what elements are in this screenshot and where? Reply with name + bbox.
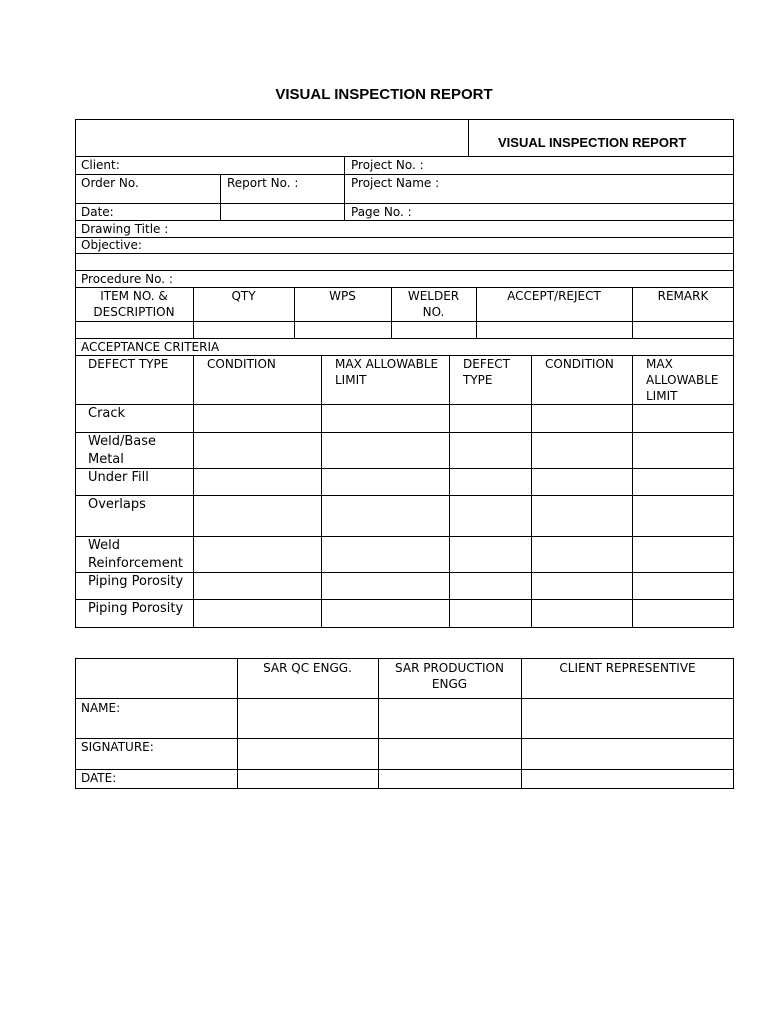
client-label: Client: bbox=[81, 158, 120, 172]
defect-crack: Crack bbox=[88, 406, 126, 421]
row-line bbox=[75, 237, 734, 238]
row-line bbox=[75, 270, 734, 271]
row-line bbox=[75, 698, 734, 699]
defect-weld-base-metal: Weld/Base Metal bbox=[88, 434, 156, 467]
row-line bbox=[75, 769, 734, 770]
col-header-condition-2: CONDITION bbox=[545, 357, 614, 371]
defect-piping-porosity-2: Piping Porosity bbox=[88, 601, 184, 616]
col-line bbox=[531, 355, 532, 628]
report-box-title: VISUAL INSPECTION REPORT bbox=[498, 135, 687, 150]
col-header-sar-production-engg: SAR PRODUCTION ENGG bbox=[395, 661, 504, 691]
col-line bbox=[193, 355, 194, 628]
acceptance-criteria-label: ACCEPTANCE CRITERIA bbox=[81, 340, 220, 354]
col-header-defect-type-2: DEFECT TYPE bbox=[463, 357, 511, 387]
col-header-sar-qc-engg: SAR QC ENGG. bbox=[263, 661, 352, 675]
row-line bbox=[75, 404, 734, 405]
signoff-signature-label: SIGNATURE: bbox=[81, 740, 154, 754]
col-header-remark: REMARK bbox=[657, 289, 709, 303]
row-line bbox=[75, 321, 734, 322]
defect-piping-porosity: Piping Porosity bbox=[88, 574, 184, 589]
col-line bbox=[449, 355, 450, 628]
col-line bbox=[344, 156, 345, 220]
defect-overlaps: Overlaps bbox=[88, 497, 146, 512]
col-line bbox=[521, 658, 522, 789]
defect-weld-reinforcement: Weld Reinforcement bbox=[88, 538, 184, 571]
date-label: Date: bbox=[81, 205, 114, 219]
row-line bbox=[75, 253, 734, 254]
report-no-label: Report No. : bbox=[227, 176, 299, 190]
procedure-no-label: Procedure No. : bbox=[81, 272, 173, 286]
row-line bbox=[75, 495, 734, 496]
col-line bbox=[468, 119, 469, 156]
col-header-wps: WPS bbox=[329, 289, 356, 303]
defect-under-fill: Under Fill bbox=[88, 470, 149, 485]
signoff-date-label: DATE: bbox=[81, 771, 117, 785]
signoff-name-label: NAME: bbox=[81, 701, 121, 715]
col-header-qty: QTY bbox=[231, 289, 256, 303]
col-header-condition: CONDITION bbox=[207, 357, 276, 371]
row-line bbox=[75, 468, 734, 469]
col-line bbox=[321, 355, 322, 628]
col-header-max-allowable-limit: MAX ALLOWABLE LIMIT bbox=[335, 357, 439, 387]
col-header-accept-reject: ACCEPT/REJECT bbox=[507, 289, 601, 303]
page-no-label: Page No. : bbox=[351, 205, 412, 219]
row-line bbox=[75, 220, 734, 221]
row-line bbox=[75, 738, 734, 739]
page-title: VISUAL INSPECTION REPORT bbox=[275, 86, 493, 103]
row-line bbox=[75, 432, 734, 433]
col-header-item-description: ITEM NO. & DESCRIPTION bbox=[93, 289, 175, 319]
col-line bbox=[632, 355, 633, 628]
col-header-defect-type: DEFECT TYPE bbox=[88, 357, 169, 371]
project-no-label: Project No. : bbox=[351, 158, 424, 172]
col-line bbox=[237, 658, 238, 789]
objective-label: Objective: bbox=[81, 238, 142, 252]
project-name-label: Project Name : bbox=[351, 176, 440, 190]
col-header-client-representive: CLIENT REPRESENTIVE bbox=[559, 661, 696, 675]
col-line bbox=[220, 174, 221, 220]
order-no-label: Order No. bbox=[81, 176, 139, 190]
col-header-max-allowable-limit-2: MAX ALLOWABLE LIMIT bbox=[646, 357, 719, 403]
col-header-welder-no: WELDER NO. bbox=[407, 289, 460, 319]
drawing-title-label: Drawing Title : bbox=[81, 222, 169, 236]
